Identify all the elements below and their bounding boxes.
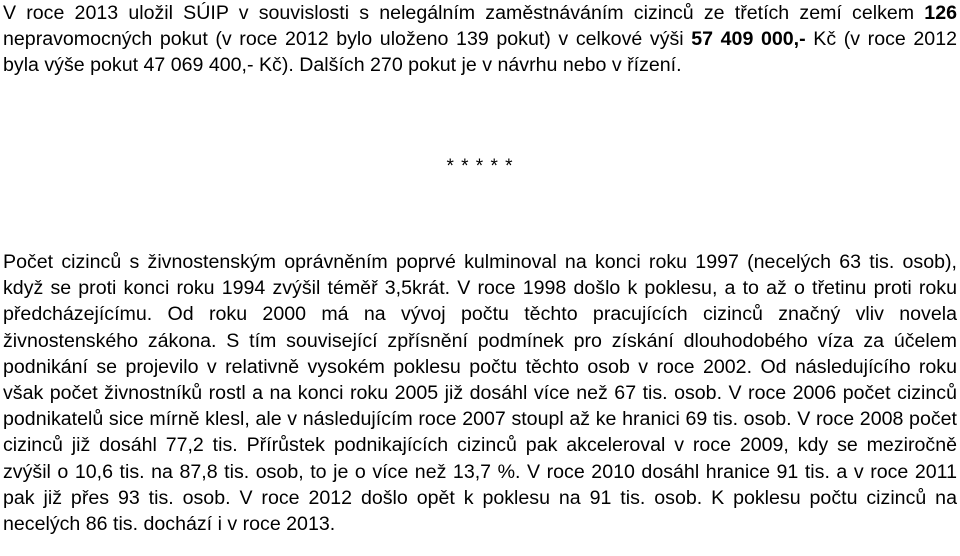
sentence-9: V roce 2010 dosáhl hranice 91 tis. a v roce 2011 pak již přes 93 tis. osob. [3,460,958,509]
sentence-5: Od následujícího roku však počet živnostníků rostl a na konci roku 2005 již dosáhl více než 67 tis. osob. [3,355,957,405]
sentence-4: S tím související zpřísnění podmínek pro získání dlouhodobého víza za účelem podnikání se projevilo v relativně vysokém poklesu počtu těchto osob v roce 2002. [3,329,957,378]
sentence-10: V roce 2012 došlo opět k poklesu na 91 tis. osob. [230,486,703,509]
fines-pending-text: Dalších 270 pokut je v návrhu nebo v řízení. [293,54,682,77]
sentence-11: K poklesu počtu cizinců na necelých 86 tis. dochází i v roce 2013. [3,486,957,536]
fines-middle-text: nepravomocných pokut (v roce 2012 bylo uloženo 139 pokut) v celkové výši [3,28,692,51]
sentence-2: V roce 1998 došlo k poklesu, a to až o třetinu proti roku předcházejícímu. [3,277,957,326]
paragraph-fines [3,0,957,79]
fines-comparison-text: Kč (v roce 2012 byla výše pokut 47 069 400,- Kč). [3,28,957,77]
sentence-3: Od roku 2000 má na vývoj počtu těchto pracujících cizinců značný vliv novela živnostenského zákona. [3,303,957,352]
section-separator: * * * * * [446,156,514,177]
paragraph-entrepreneurs [3,249,957,537]
sentence-6: V roce 2006 počet cizinců podnikatelů sice mírně klesl, ale v následujícím roce 2007 stoupl až ke hranici 69 tis. osob. [3,382,957,431]
sentence-7: V roce 2008 počet cizinců již dosáhl 77,2 tis. [3,408,957,457]
fines-intro-text: V roce 2013 uložil SÚIP v souvislosti s nelegálním zaměstnáváním cizinců ze třetích zemí celkem [3,2,925,24]
sentence-8: Přírůstek podnikajících cizinců pak akceleroval v roce 2009, kdy se meziročně zvýšil o 10,6 tis. na 87,8 tis. osob, to je o více než 13,7 %. [3,434,957,483]
sentence-1: Počet cizinců s živnostenským oprávněním poprvé kulminoval na konci roku 1997 (necelých 63 tis. osob), když se proti konci roku 1994 zvýšil téměř 3,5krát. [3,251,957,300]
fine-total: 57 409 000,- [691,28,806,51]
fine-count: 126 [924,2,957,24]
